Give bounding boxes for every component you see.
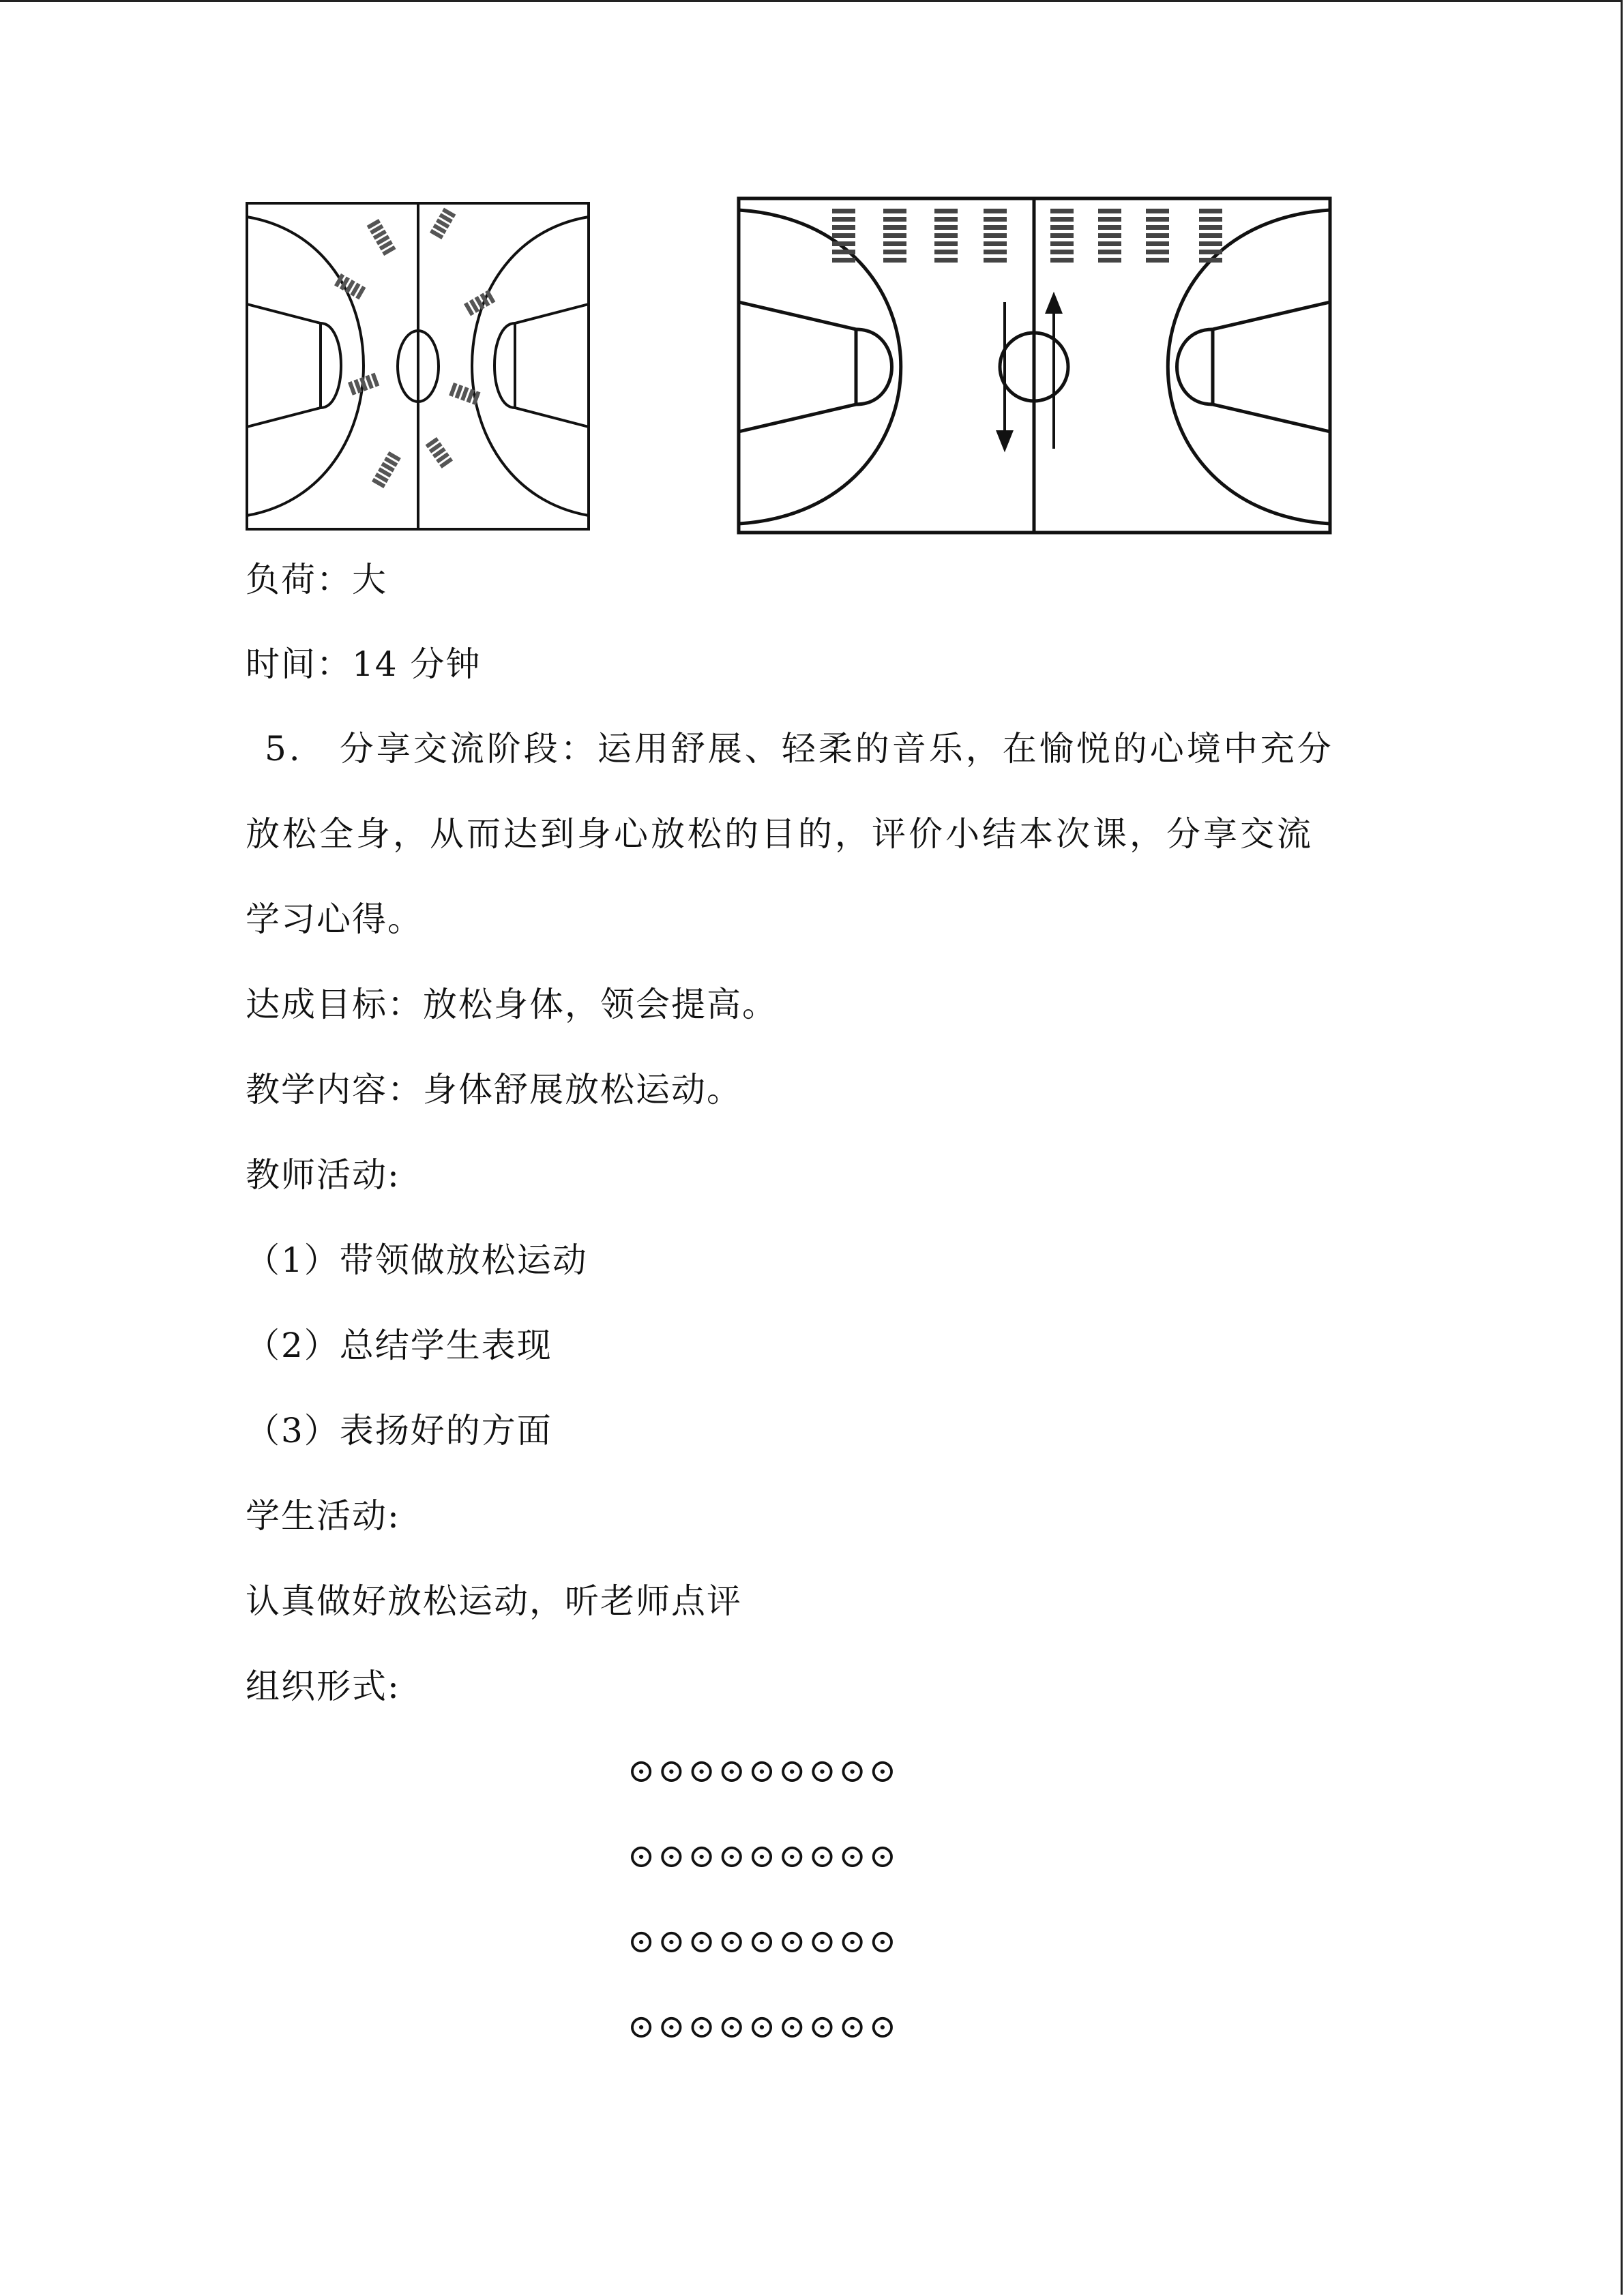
formation-row: ⊙⊙⊙⊙⊙⊙⊙⊙⊙ (628, 1922, 899, 1960)
formation-row: ⊙⊙⊙⊙⊙⊙⊙⊙⊙ (628, 1837, 899, 1875)
content-line: 教学内容：身体舒展放松运动。 (246, 1070, 742, 1109)
student-activity-heading: 学生活动: (246, 1496, 400, 1536)
load-line: 负荷：大 (246, 560, 387, 599)
student-activity-text: 认真做好放松运动，听老师点评 (246, 1581, 742, 1621)
section5-paragraph-line2: 放松全身，从而达到身心放松的目的，评价小结本次课，分享交流 (246, 814, 1314, 854)
teacher-item-1: （1）带领做放松运动 (246, 1240, 588, 1280)
teacher-item-2: （2）总结学生表现 (246, 1326, 552, 1365)
basketball-court-icon (737, 196, 1332, 535)
teacher-activity-heading: 教师活动: (246, 1155, 400, 1195)
formation-row: ⊙⊙⊙⊙⊙⊙⊙⊙⊙ (628, 2008, 899, 2046)
time-line: 时间：14 分钟 (246, 644, 482, 684)
basketball-court-icon (246, 202, 590, 531)
teacher-item-3: （3）表扬好的方面 (246, 1411, 552, 1450)
court-diagram-left (246, 202, 590, 531)
formation-row: ⊙⊙⊙⊙⊙⊙⊙⊙⊙ (628, 1752, 899, 1790)
organization-heading: 组织形式: (246, 1667, 400, 1706)
section5-paragraph-line3: 学习心得。 (246, 899, 423, 939)
court-diagram-right (737, 196, 1332, 535)
section5-paragraph-line1: 5. 分享交流阶段：运用舒展、轻柔的音乐，在愉悦的心境中充分 (265, 729, 1334, 769)
goal-line: 达成目标：放松身体，领会提高。 (246, 985, 778, 1024)
